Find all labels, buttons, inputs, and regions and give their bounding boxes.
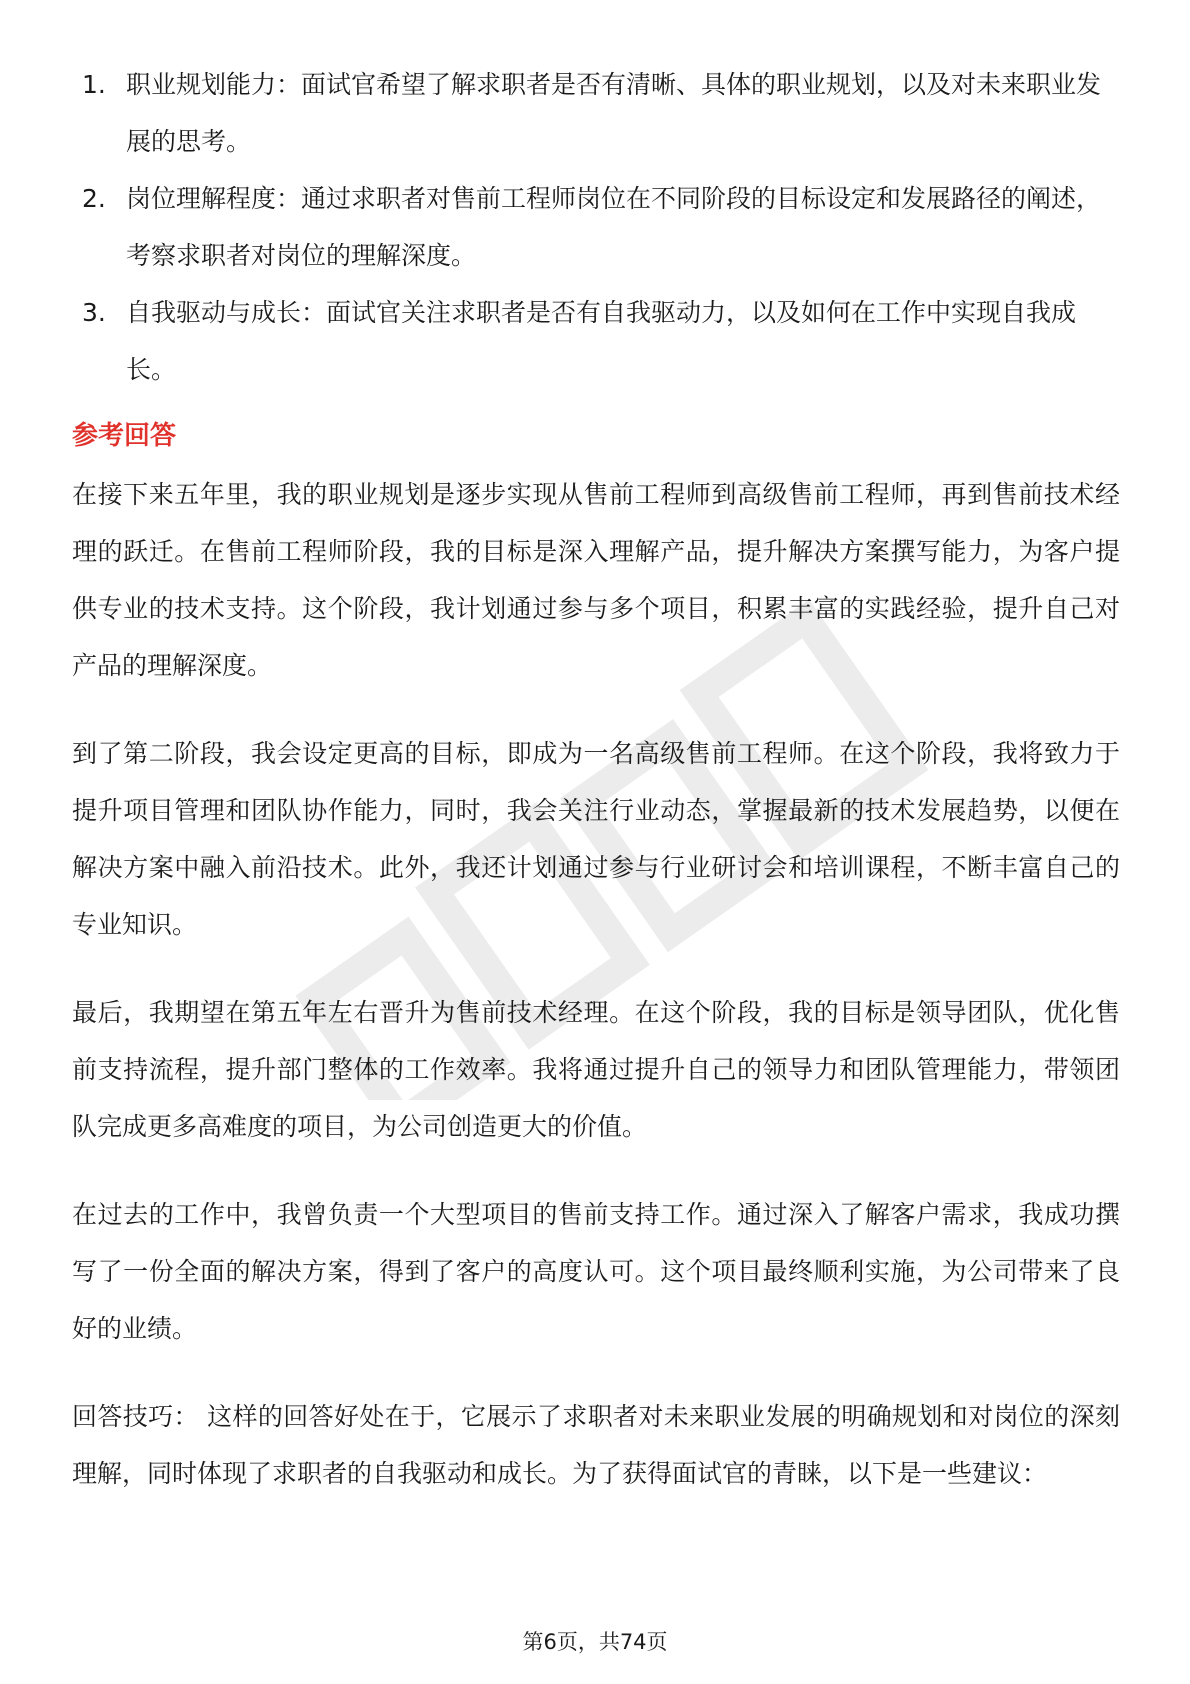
- list-item: [72, 56, 1120, 170]
- answer-paragraph: 到了第二阶段，我会设定更高的目标，即成为一名高级售前工程师。在这个阶段，我将致力于提升项目管理和团队协作能力，同时，我会关注行业动态，掌握最新的技术发展趋势，以便在解决方案中融入前沿技术。此外，我还计划通过参与行业研讨会和培训课程，不断丰富自己的专业知识。: [72, 739, 1120, 939]
- answer-paragraph: 在过去的工作中，我曾负责一个大型项目的售前支持工作。通过深入了解客户需求，我成功撰写了一份全面的解决方案，得到了客户的高度认可。这个项目最终顺利实施，为公司带来了良好的业绩。: [72, 1200, 1120, 1343]
- answer-paragraph: 最后，我期望在第五年左右晋升为售前技术经理。在这个阶段，我的目标是领导团队，优化售前支持流程，提升部门整体的工作效率。我将通过提升自己的领导力和团队管理能力，带领团队完成更多高难度的项目，为公司创造更大的价值。: [72, 998, 1120, 1141]
- list-item: [72, 284, 1120, 398]
- list-number: 3.: [82, 298, 106, 327]
- list-number: 1.: [82, 70, 106, 99]
- page-footer: 第6页，共74页: [522, 1630, 668, 1654]
- answer-paragraph: 在接下来五年里，我的职业规划是逐步实现从售前工程师到高级售前工程师，再到售前技术经理的跃迁。在售前工程师阶段，我的目标是深入理解产品，提升解决方案撰写能力，为客户提供专业的技术支持。这个阶段，我计划通过参与多个项目，积累丰富的实践经验，提升自己对产品的理解深度。: [72, 480, 1120, 680]
- list-item-text: 职业规划能力：面试官希望了解求职者是否有清晰、具体的职业规划，以及对未来职业发展的思考。: [126, 70, 1102, 156]
- answer-tips-paragraph: 回答技巧： 这样的回答好处在于，它展示了求职者对未来职业发展的明确规划和对岗位的深刻理解，同时体现了求职者的自我驱动和成长。为了获得面试官的青睐，以下是一些建议：: [72, 1402, 1120, 1488]
- list-item-text: 岗位理解程度：通过求职者对售前工程师岗位在不同阶段的目标设定和发展路径的阐述，考察求职者对岗位的理解深度。: [126, 184, 1102, 270]
- list-item: [72, 170, 1120, 284]
- document-page: [72, 56, 1120, 1533]
- consideration-list: [72, 56, 1120, 398]
- list-item-text: 自我驱动与成长：面试官关注求职者是否有自我驱动力，以及如何在工作中实现自我成长。: [126, 298, 1077, 384]
- list-number: 2.: [82, 184, 106, 213]
- reference-answer-heading: 参考回答: [72, 421, 177, 451]
